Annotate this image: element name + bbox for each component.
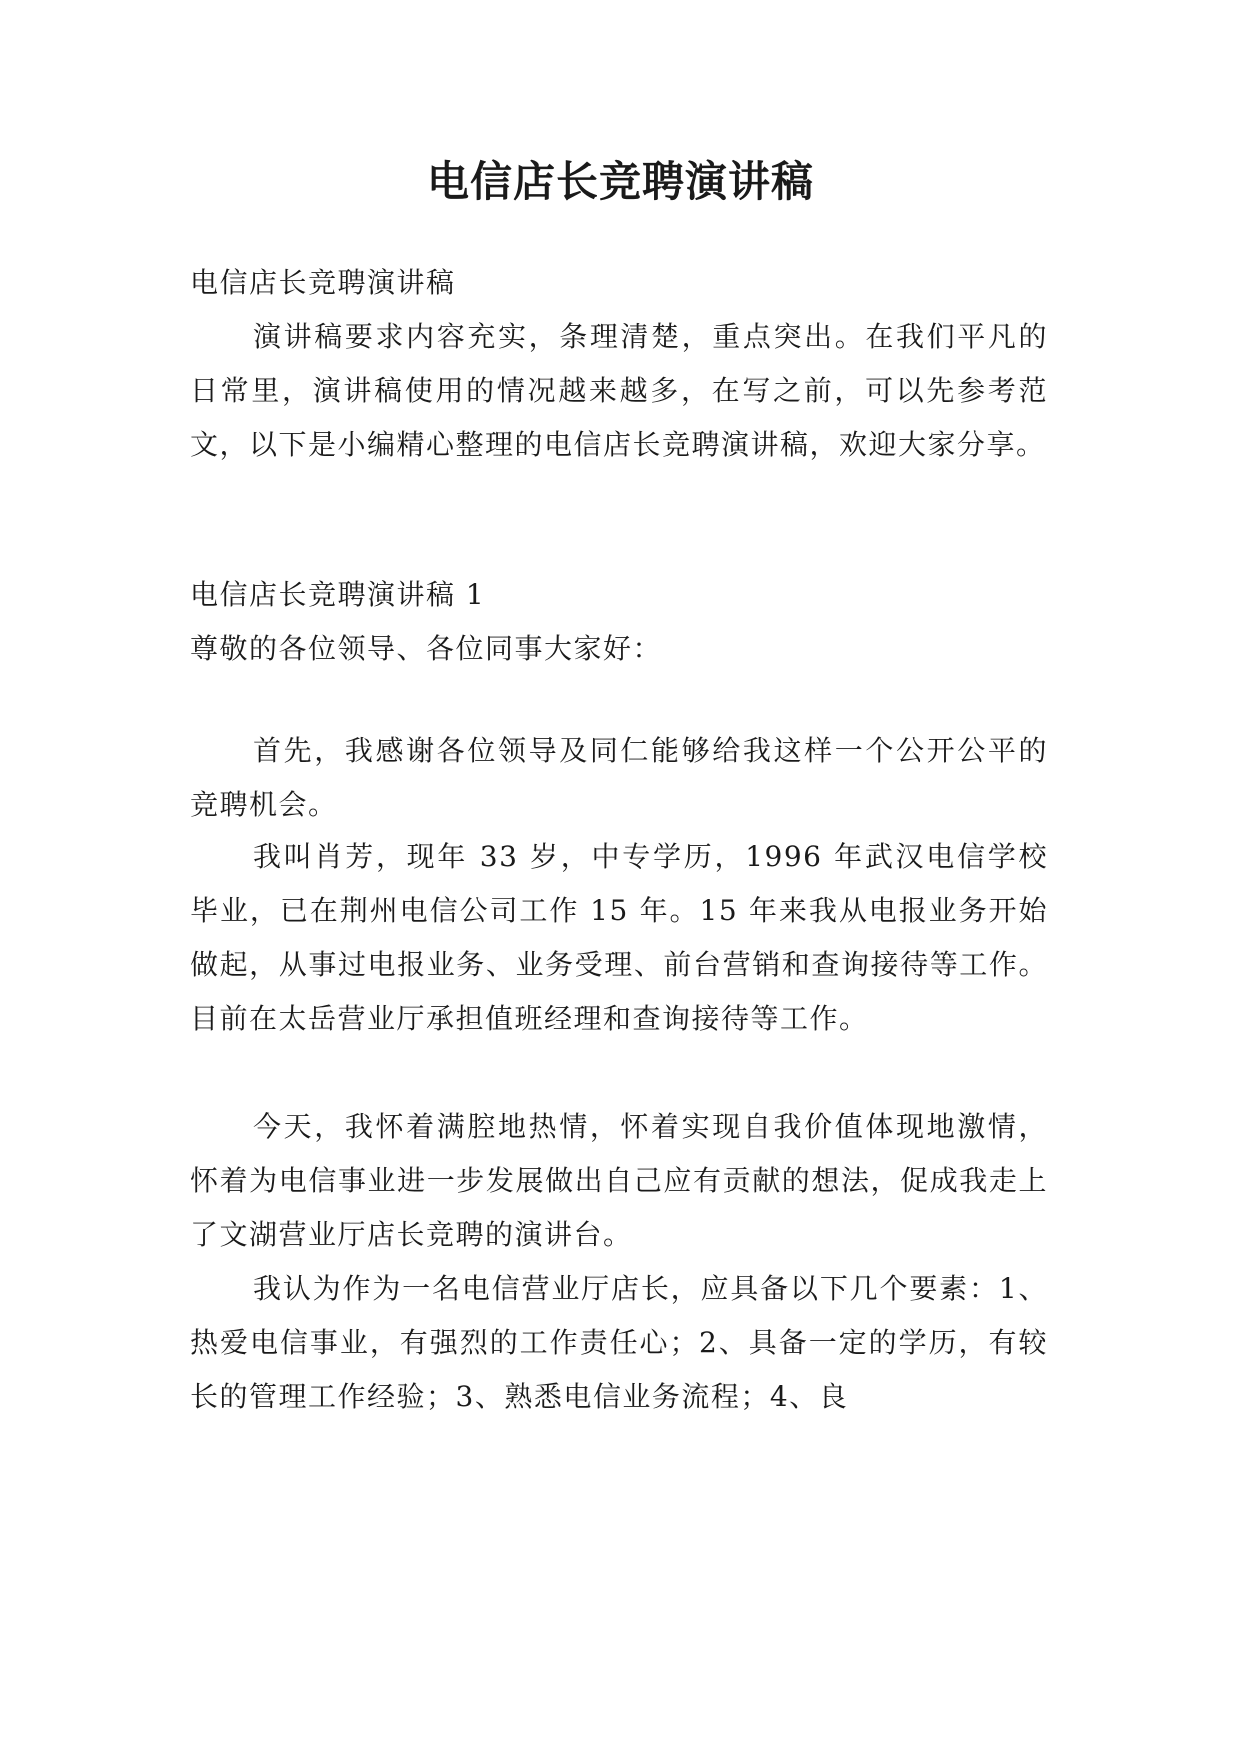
body-paragraph-3: 今天，我怀着满腔地热情，怀着实现自我价值体现地激情，怀着为电信事业进一步发展做出自己应有贡献的想法，促成我走上了文湖营业厅店长竞聘的演讲台。 [190,1110,1048,1251]
document-title: 电信店长竞聘演讲稿 [426,157,814,206]
section-heading: 电信店长竞聘演讲稿 1 [190,578,486,611]
intro-paragraph: 演讲稿要求内容充实，条理清楚，重点突出。在我们平凡的日常里，演讲稿使用的情况越来越多，在写之前，可以先参考范文，以下是小编精心整理的电信店长竞聘演讲稿，欢迎大家分享。 [190,320,1048,461]
body-paragraph-4: 我认为作为一名电信营业厅店长，应具备以下几个要素：1、热爱电信事业，有强烈的工作责任心；2、具备一定的学历，有较长的管理工作经验；3、熟悉电信业务流程；4、良 [190,1272,1048,1413]
body-paragraph-2: 我叫肖芳，现年 33 岁，中专学历，1996 年武汉电信学校毕业，已在荆州电信公司工作 15 年。15 年来我从电报业务开始做起，从事过电报业务、业务受理、前台营销和查询接待等工作。目前在太岳营业厅承担值班经理和查询接待等工作。 [190,840,1048,1035]
document-subtitle: 电信店长竞聘演讲稿 [190,266,456,299]
body-paragraph-1: 首先，我感谢各位领导及同仁能够给我这样一个公开公平的竞聘机会。 [190,734,1048,821]
greeting-line: 尊敬的各位领导、各位同事大家好： [190,632,663,665]
